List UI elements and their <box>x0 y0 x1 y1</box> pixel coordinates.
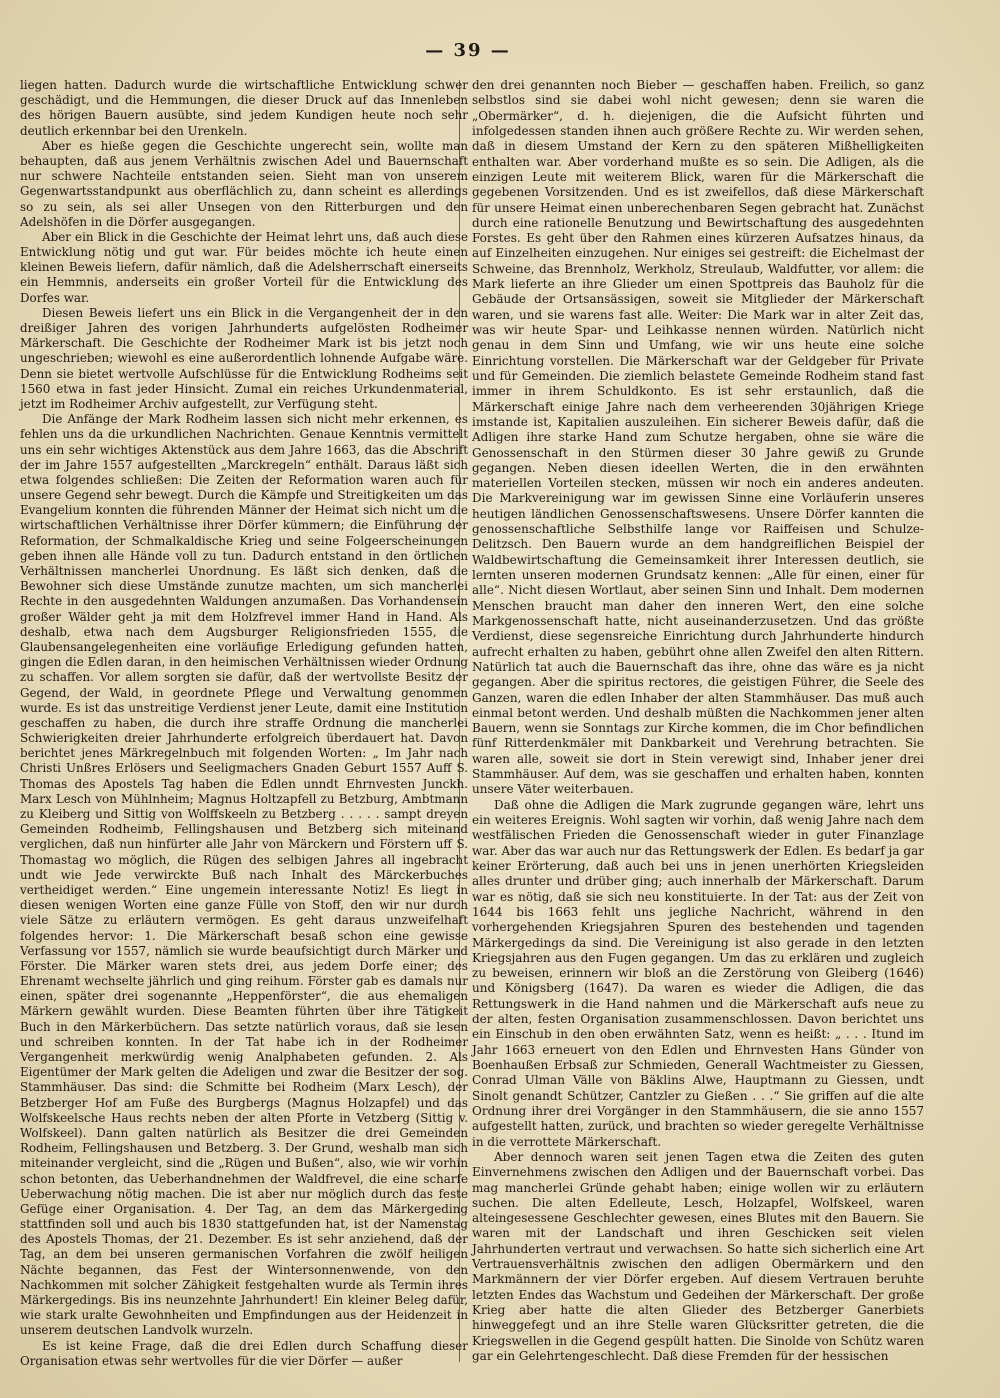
paragraph: liegen hatten. Dadurch wurde die wirtschaftliche Entwicklung schwer geschädigt, und die Hemmungen, die dieser Druck auf das Innenleben des hörigen Bauern ausübte, sind jedem Kundigen heute noch sehr deutlich erkennbar bei den Urenkeln. <box>20 78 468 138</box>
paragraph: Diesen Beweis liefert uns ein Blick in die Vergangenheit der in den dreißiger Jahren des vorigen Jahrhunderts aufgelösten Rodheimer Märkerschaft. Die Geschichte der Rodheimer Mark ist bis jetzt noch ungeschrieben; wiewohl es eine außerordentlich lohnende Aufgabe wäre. Denn sie bietet wertvolle Aufschlüsse für die Entwicklung Rodheims seit 1560 etwa in fast jeder Hinsicht. Zumal ein reiches Urkundenmaterial, jetzt im Rodheimer Archiv aufgestellt, zur Verfügung steht. <box>20 305 468 411</box>
paragraph: Die Anfänge der Mark Rodheim lassen sich nicht mehr erkennen, es fehlen uns da die urkundlichen Nachrichten. Genaue Kenntnis vermittelt uns ein sehr wichtiges Aktenstück aus dem Jahre 1663, das die Abschrift der im Jahre 1557 aufgestellten „Marckregeln“ enthält. Daraus läßt sich etwa folgendes schließen: Die Zeiten der Reformation waren auch für unsere Gegend sehr bewegt. Durch die Kämpfe und Streitigkeiten um das Evangelium konnten die führenden Männer der Heimat sich nicht um die wirtschaftlichen Verhältnisse ihrer Dörfer kümmern; die Einführung der Reformation, der Schmalkaldische Krieg und seine Folgeerscheinungen geben ihnen alle Hände voll zu tun. Dadurch entstand in den örtlichen Verhältnissen mancherlei Unordnung. Es läßt sich denken, daß die Bewohner sich diese Umstände zunutze machten, um sich mancherlei Rechte in den ausgedehnten Waldungen anzumaßen. Das Vorhandensein großer Wälder geht ja mit dem Holzfrevel immer Hand in Hand. Als deshalb, etwa nach dem Augsburger Religionsfrieden 1555, die Glaubensangelegenheiten eine vorläufige Erledigung gefunden hatten, gingen die Edlen daran, in den heimischen Verhältnissen wieder Ordnung zu schaffen. Vor allem sorgten sie dafür, daß der wertvollste Besitz der Gegend, der Wald, in geordnete Pflege und Verwaltung genommen wurde. Es ist das unstreitige Verdienst jener Leute, damit eine Institution geschaffen zu haben, die durch ihre straffe Ordnung die mancherlei Schwierigkeiten dreier Jahrhunderte erfolgreich überdauert hat. Davon berichtet jenes Märkregelnbuch mit folgenden Worten: „ Im Jahr nach Christi Unßres Erlösers und Seeligmachers Gnaden Geburt 1557 Auff S. Thomas des Apostels Tag haben die Edlen unndt Ehrnvesten Junckh. Marx Lesch von Mühlnheim; Magnus Holtzapfell zu Betzburg, Ambtmann zu Kleiberg und Sittig von Wolffskeeln zu Betzberg . . . . . sampt dreyen Gemeinden Rodheimb, Fellingshausen und Betzberg sich miteinand verglichen, daß nun hinfürter alle Jahr von Märckern und Förstern uff S. Thomastag wo möglich, die Rügen des selbigen Jahres all ingebracht undt wie Jede verwirckte Buß nach Inhalt des Märckerbuches vertheidiget werden.“ Eine ungemein interessante Notiz! Es liegt in diesen wenigen Worten eine ganze Fülle von Stoff, den wir nur durch viele Sätze zu erläutern vermögen. Es geht daraus unzweifelhaft folgendes hervor: 1. Die Märkerschaft besaß schon eine gewisse Verfassung vor 1557, nämlich sie wurde beaufsichtigt durch Märker und Förster. Die Märker waren stets drei, aus jedem Dorfe einer; des Ehrenamt wechselte jährlich und ging reihum. Förster gab es damals nur einen, später drei sogenannte „Heppenförster“, die aus ehemaligen Märkern gewählt wurden. Diese Beamten führten über ihre Tätigkeit Buch in den Märkerbüchern. Das setzte natürlich voraus, daß sie lesen und schreiben konnten. In der Tat habe ich in der Rodheimer Vergangenheit merkwürdig wenig Analphabeten gefunden. 2. Als Eigentümer der Mark gelten die Adeligen und zwar die Besitzer der sog. Stammhäuser. Das sind: die Schmitte bei Rodheim (Marx Lesch), der Betzberger Hof am Fuße des Burgbergs (Magnus Holzapfel) und das Wolfskeelsche Haus rechts neben der alten Pforte in Vetzberg (Sittig v. Wolfskeel). Dann galten natürlich als Besitzer die drei Gemeinden Rodheim, Fellingshausen und Betzberg. 3. Der Grund, weshalb man sich miteinander vergleicht, sind die „Rügen und Bußen“, also, wie wir vorhin schon betonten, das Ueberhandnehmen der Waldfrevel, die eine scharfe Ueberwachung nötig machen. Die ist aber nur möglich durch das feste Gefüge einer Organisation. 4. Der Tag, an dem das Märkergeding stattfinden soll und auch bis 1830 stattgefunden hat, ist der Namenstag des Apostels Thomas, der 21. Dezember. Es ist sehr anziehend, daß der Tag, an dem bei unseren germanischen Vorfahren die zwölf heiligen Nächte begannen, das Fest der Wintersonnenwende, von den Nachkommen mit solcher Zähigkeit festgehalten wurde als Termin ihres Märkergedings. Bis ins neunzehnte Jahrhundert! Ein kleiner Beleg dafür, wie stark uralte Gewohnheiten und Empfindungen aus der Heidenzeit in unserem deutschen Landvolk wurzeln. <box>20 412 468 1338</box>
paragraph: Aber ein Blick in die Geschichte der Heimat lehrt uns, daß auch diese Entwicklung nötig und gut war. Für beides möchte ich heute einen kleinen Beweis liefern, dafür nämlich, daß die Adelsherrschaft einerseits ein Hemmnis, anderseits ein großer Vorteil für die Entwicklung des Dorfes war. <box>20 229 468 305</box>
paragraph: Daß ohne die Adligen die Mark zugrunde gegangen wäre, lehrt uns ein weiteres Ereignis. Wohl sagten wir vorhin, daß wenig Jahre nach dem westfälischen Frieden die Genossenschaft wieder in guter Finanzlage war. Aber das war auch nur das Rettungswerk der Edlen. Es bedarf ja gar keiner Erörterung, daß auch bei uns in jenen unerhörten Kriegsleiden alles drunter und drüber ging; auch innerhalb der Märkerschaft. Darum war es nötig, daß sie sich neu konstituierte. In der Tat: aus der Zeit von 1644 bis 1663 fehlt uns jegliche Nachricht, während in den vorhergehenden Kriegsjahren Spuren des bestehenden und tagenden Märkergedings da sind. Die Vereinigung ist also gerade in den letzten Kriegsjahren aus den Fugen gegangen. Um das zu erklären und zugleich zu beweisen, erinnern wir bloß an die Zerstörung von Gleiberg (1646) und Königsberg (1647). Da waren es wieder die Adligen, die das Rettungswerk in die Hand nahmen und die Märkerschaft aufs neue zu der alten, festen Organisation zusammenschlossen. Davon berichtet uns ein Einschub in den oben erwähnten Satz, wenn es heißt: „ . . . Itund im Jahr 1663 erneuert von den Edlen und Ehrnvesten Hans Günder von Boenhaußen Erbsaß zur Schmieden, Generall Wachtmeister zu Giessen, Conrad Ulman Välle von Bäklins Alwe, Hauptmann zu Giessen, undt Sinolt genandt Schützer, Cantzler zu Gießen . . .“ Sie griffen auf die alte Ordnung ihrer drei Vorgänger in den Stammhäusern, die sie anno 1557 aufgestellt hatten, zurück, und brachten so wieder geregelte Verhältnisse in die verrottete Märkerschaft. <box>472 797 924 1149</box>
page-number: — 39 — <box>425 40 511 61</box>
left-column <box>20 78 468 1369</box>
paragraph: Aber es hieße gegen die Geschichte ungerecht sein, wollte man behaupten, daß aus jenem Verhältnis zwischen Adel und Bauernschaft nur schwere Nachteile entstanden seien. Sieht man von unserem Gegenwartsstandpunkt aus oberflächlich zu, dann scheint es allerdings so zu sein, als sei aller Unsegen von den Ritterburgen und den Adelshöfen in die Dörfer ausgegangen. <box>20 138 468 229</box>
paragraph: Es ist keine Frage, daß die drei Edlen durch Schaffung dieser Organisation etwas sehr wertvolles für die vier Dörfer — außer <box>20 1338 468 1368</box>
paragraph: Aber dennoch waren seit jenen Tagen etwa die Zeiten des guten Einvernehmens zwischen den Adligen und der Bauernschaft vorbei. Das mag mancherlei Gründe gehabt haben; einige wollen wir zu erläutern suchen. Die alten Edelleute, Lesch, Holzapfel, Wolfskeel, waren alteingesessene Geschlechter gewesen, eines Blutes mit den Bauern. Sie waren mit der Landschaft und ihren Geschicken seit vielen Jahrhunderten vertraut und verwachsen. So hatte sich sicherlich eine Art Vertrauensverhältnis zwischen den adligen Obermärkern und den Markmännern der vier Dörfer ergeben. Auf diesem Vertrauen beruhte letzten Endes das Wachstum und Gedeihen der Märkerschaft. Der große Krieg aber hatte die alten Glieder des Betzberger Ganerbiets hinweggefegt und an ihre Stelle waren Glücksritter getreten, die die Kriegswellen in die Gegend gespült hatten. Die Sinolde von Schütz waren gar ein Gelehrtengeschlecht. Daß diese Fremden für der hessischen <box>472 1149 924 1363</box>
paragraph: den drei genannten noch Bieber — geschaffen haben. Freilich, so ganz selbstlos sind sie dabei wohl nicht gewesen; denn sie waren die „Obermärker“, d. h. diejenigen, die die Aufsicht führten und infolgedessen standen ihnen auch größere Rechte zu. Wir werden sehen, daß in diesem Umstand der Kern zu den späteren Mißhelligkeiten enthalten war. Aber vorderhand mußte es so sein. Die Adligen, als die einzigen Leute mit weiterem Blick, waren für die Märkerschaft die gegebenen Vorsitzenden. Und es ist zweifellos, daß diese Märkerschaft für unsere Heimat einen unberechenbaren Segen gebracht hat. Zunächst durch eine rationelle Benutzung und Bewirtschaftung des ausgedehnten Forstes. Es geht über den Rahmen eines kürzeren Aufsatzes hinaus, da auf Einzelheiten einzugehen. Nur einiges sei gestreift: die Eichelmast der Schweine, das Brennholz, Werkholz, Streulaub, Waldfutter, vor allem: die Mark lieferte an ihre Glieder um einen Spottpreis das Bauholz für die Gebäude der Ortsansässigen, soweit sie Mitglieder der Märkerschaft waren, und sie warens fast alle. Weiter: Die Mark war in alter Zeit das, was wir heute Spar- und Leihkasse nennen würden. Natürlich nicht genau in dem Sinn und Umfang, wie wir uns heute eine solche Einrichtung vorstellen. Die Märkerschaft war der Geldgeber für Private und für Gemeinden. Die ziemlich belastete Gemeinde Rodheim stand fast immer in ihrem Schuldkonto. Es ist sehr erstaunlich, daß die Märkerschaft einige Jahre nach dem verheerenden 30jährigen Kriege imstande ist, Kapitalien auszuleihen. Ein sicherer Beweis dafür, daß die Adligen ihre starke Hand zum Schutze hergaben, ohne sie wäre die Genossenschaft in den Stürmen dieser 30 Jahre gewiß zu Grunde gegangen. Neben diesen ideellen Werten, die in den erwähnten materiellen Vorteilen stecken, müssen wir noch ein anderes andeuten. Die Markvereinigung war im gewissen Sinne eine Vorläuferin unseres heutigen ländlichen Genossenschaftswesens. Unsere Dörfer kannten die genossenschaftliche Selbsthilfe lange vor Raiffeisen und Schulze-Delitzsch. Den Bauern wurde an dem handgreiflichen Beispiel der Waldbewirtschaftung die Gemeinsamkeit ihrer Interessen deutlich, sie lernten unseren modernen Grundsatz kennen: „Alle für einen, einer für alle“. Nicht diesen Wortlaut, aber seinen Sinn und Inhalt. Dem modernen Menschen braucht man daher den inneren Wert, den eine solche Markgenossenschaft hatte, nicht auseinanderzusetzen. Und das größte Verdienst, diese segensreiche Einrichtung durch Jahrhunderte hindurch aufrecht erhalten zu haben, gebührt ohne allen Zweifel den alten Rittern. Natürlich tat auch die Bauernschaft das ihre, ohne das wäre es ja nicht gegangen. Aber die spiritus rectores, die geistigen Führer, die Seele des Ganzen, waren die edlen Inhaber der alten Stammhäuser. Das muß auch einmal betont werden. Und deshalb müßten die Nachkommen jener alten Bauern, wenn sie Sonntags zur Kirche kommen, die im Chor befindlichen fünf Ritterdenkmäler mit Dankbarkeit und Verehrung betrachten. Sie waren alle, soweit sie dort in Stein verewigt sind, Inhaber jener drei Stammhäuser. Auf dem, was sie geschaffen und erhalten haben, konnten unsere Väter weiterbauen. <box>472 78 924 797</box>
right-column <box>472 78 924 1364</box>
